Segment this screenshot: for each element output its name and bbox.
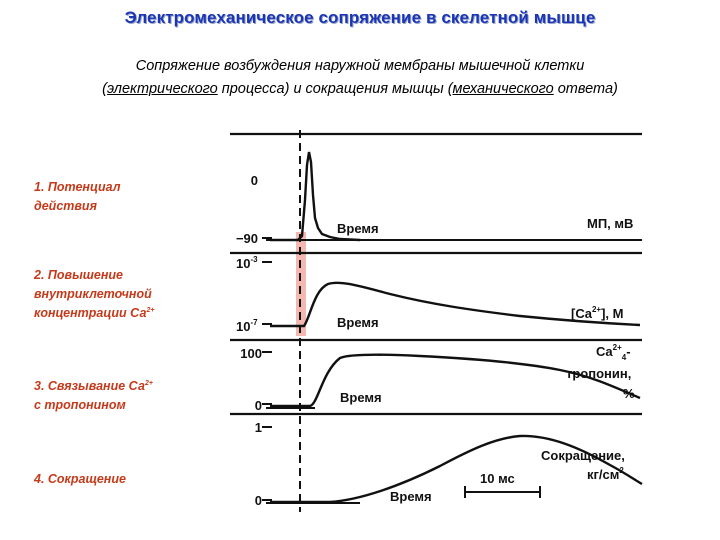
- underlined-mechanical: механического: [452, 81, 554, 97]
- label-action-potential: 1. Потенциал действия: [34, 180, 121, 213]
- p4-name-line-1: Сокращение,: [541, 448, 625, 463]
- p3-y-bottom: 0: [254, 398, 262, 413]
- p4-y-bottom: 0: [254, 493, 262, 508]
- p4-scale-label: 10 мс: [480, 471, 515, 486]
- label-contraction: 4. Сокращение: [34, 472, 126, 486]
- p4-name-line-2: $кг/см^2$: [587, 466, 624, 482]
- p1-y-bottom: −90: [235, 231, 258, 246]
- p3-name-line-2: тропонин,: [566, 366, 632, 381]
- p2-y-top: $10^{-3}$: [236, 255, 258, 271]
- p3-time-label: Время: [340, 390, 382, 405]
- underlined-electric: электрического: [106, 81, 218, 97]
- subtitle-line-1: Сопряжение возбуждения наружной мембраны мышечной клетки: [135, 58, 585, 74]
- p3-y-top: 100: [240, 346, 262, 361]
- y-ticks: [262, 238, 272, 500]
- p2-name: $[Ca^{2+}]$, М: [571, 305, 624, 321]
- p4-y-top: 1: [254, 420, 262, 435]
- p3-name-line-1: $Ca^{2+}_4-$: [596, 343, 631, 362]
- p3-name-line-3: %: [623, 386, 635, 401]
- page-title: Электромеханическое сопряжение в скелетной мышце: [124, 8, 596, 27]
- p2-time-label: Время: [337, 315, 379, 330]
- p1-name: МП, мВ: [587, 216, 634, 231]
- p2-y-bottom: $10^{-7}$: [236, 318, 258, 334]
- p1-y-top: 0: [250, 173, 258, 188]
- label-calcium-increase: 2. Повышение внутриклеточной концентрации $Са^{2+}$: [34, 268, 155, 320]
- p1-time-label: Время: [337, 221, 379, 236]
- label-troponin-binding: 3. Связывание $Са^{2+}$ с тропонином: [34, 379, 153, 412]
- p4-time-label: Время: [390, 489, 432, 504]
- subtitle-line-2: (электрического процесса) и сокращения мышцы (механического ответа): [102, 81, 618, 97]
- time-scale-bar: [465, 486, 540, 498]
